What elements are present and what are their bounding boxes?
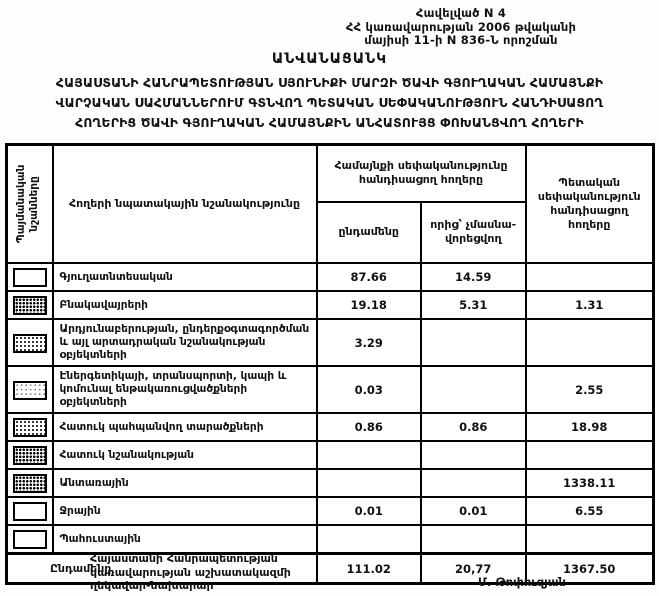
column-header-total: ընդամենը bbox=[317, 202, 422, 263]
nonprivatized-value bbox=[421, 525, 526, 554]
land-category-label: Բնակավայրերի bbox=[53, 291, 317, 319]
table-row bbox=[7, 319, 654, 366]
column-header-symbols bbox=[7, 145, 53, 264]
legend-swatch bbox=[13, 381, 47, 400]
community-total-value bbox=[317, 525, 422, 554]
table-row bbox=[7, 497, 654, 525]
annex-line-1: Հավելված N 4 bbox=[415, 6, 507, 20]
state-value: 6.55 bbox=[526, 497, 654, 525]
table-row bbox=[7, 291, 654, 319]
nonprivatized-value: 0.86 bbox=[421, 413, 526, 441]
legend-swatch bbox=[13, 530, 47, 549]
table-row bbox=[7, 525, 654, 554]
column-group-community: Համայնքի սեփականությունը հանդիսացող հողերը bbox=[317, 145, 526, 202]
signatory-line-3: ղեկավար-նախարար bbox=[90, 579, 214, 592]
land-category-label: Հատուկ պահպանվող տարածքների bbox=[53, 413, 317, 441]
community-total-value bbox=[317, 441, 422, 469]
annex-reference bbox=[281, 7, 641, 48]
column-header-symbols-label: Պայմանական նշանները bbox=[14, 164, 40, 244]
land-category-label: Էներգետիկայի, տրանսպորտի, կապի և կոմունալ ենթակառուցվածքների օբյեկտների bbox=[53, 366, 317, 413]
signature-name: Մ. Թոփուզյան bbox=[478, 575, 566, 589]
title-line-2: ՎԱՐՉԱԿԱՆ ՍԱՀՄԱՆՆԵՐՈՒՄ ԳՏՆՎՈՂ ՊԵՏԱԿԱՆ ՍԵՓԱԿԱՆՈՒԹՅՈՒՆ ՀԱՆԴԻՍԱՑՈՂ bbox=[55, 96, 604, 110]
state-value bbox=[526, 319, 654, 366]
legend-swatch-cell bbox=[7, 263, 53, 291]
total-row-label: Ընդամենը bbox=[7, 554, 317, 584]
community-total-value: 3.29 bbox=[317, 319, 422, 366]
state-value bbox=[526, 441, 654, 469]
signatory-line-1: Հայաստանի Հանրապետության bbox=[90, 552, 278, 565]
state-value bbox=[526, 263, 654, 291]
legend-swatch bbox=[13, 268, 47, 287]
nonprivatized-value: 0.01 bbox=[421, 497, 526, 525]
legend-swatch bbox=[13, 418, 47, 437]
table-row bbox=[7, 441, 654, 469]
community-total-value: 0.03 bbox=[317, 366, 422, 413]
legend-swatch bbox=[13, 296, 47, 315]
table-body bbox=[7, 263, 654, 554]
land-category-label: Ջրային bbox=[53, 497, 317, 525]
table-row bbox=[7, 469, 654, 497]
community-total-value: 87.66 bbox=[317, 263, 422, 291]
community-total-value: 0.01 bbox=[317, 497, 422, 525]
community-total-value bbox=[317, 469, 422, 497]
annex-line-2: ՀՀ կառավարության 2006 թվականի bbox=[345, 19, 577, 34]
nonprivatized-value: 5.31 bbox=[421, 291, 526, 319]
column-header-purpose: Հողերի նպատակային նշանակությունը bbox=[53, 145, 317, 264]
legend-swatch-cell bbox=[7, 441, 53, 469]
document-title bbox=[0, 51, 659, 133]
land-category-label: Գյուղատնտեսական bbox=[53, 263, 317, 291]
legend-swatch-cell bbox=[7, 525, 53, 554]
title-line-1: ՀԱՅԱՍՏԱՆԻ ՀԱՆՐԱՊԵՏՈՒԹՅԱՆ ՍՅՈՒՆԻՔԻ ՄԱՐԶԻ ԾԱՎԻ ԳՅՈՒՂԱԿԱՆ ՀԱՄԱՅՆՔԻ bbox=[55, 76, 604, 90]
nonprivatized-value: 14.59 bbox=[421, 263, 526, 291]
nonprivatized-value bbox=[421, 366, 526, 413]
total-nonprivatized-value: 20,77 bbox=[421, 554, 526, 584]
column-header-state: Պետական սեփականություն հանդիսացող հողերը bbox=[526, 145, 654, 264]
state-value: 1338.11 bbox=[526, 469, 654, 497]
land-category-label: Արդյունաբերության, ընդերքօգտագործման և այլ արտադրական նշանակության օբյեկտների bbox=[53, 319, 317, 366]
table-row bbox=[7, 413, 654, 441]
signatory-title-block bbox=[90, 552, 291, 593]
annex-line-3: մայիսի 11-ի N 836-Ն որոշման bbox=[364, 33, 558, 47]
community-total-value: 0.86 bbox=[317, 413, 422, 441]
nonprivatized-value bbox=[421, 469, 526, 497]
state-value bbox=[526, 525, 654, 554]
nonprivatized-value bbox=[421, 441, 526, 469]
table-row bbox=[7, 366, 654, 413]
legend-swatch-cell bbox=[7, 319, 53, 366]
legend-swatch bbox=[13, 474, 47, 493]
state-value: 18.98 bbox=[526, 413, 654, 441]
legend-swatch-cell bbox=[7, 291, 53, 319]
nonprivatized-value bbox=[421, 319, 526, 366]
land-transfer-table bbox=[5, 143, 655, 585]
legend-swatch bbox=[13, 502, 47, 521]
total-community-value: 111.02 bbox=[317, 554, 422, 584]
land-category-label: Պահուստային bbox=[53, 525, 317, 554]
legend-swatch-cell bbox=[7, 469, 53, 497]
legend-swatch-cell bbox=[7, 497, 53, 525]
land-category-label: Հատուկ նշանակության bbox=[53, 441, 317, 469]
state-value: 2.55 bbox=[526, 366, 654, 413]
community-total-value: 19.18 bbox=[317, 291, 422, 319]
legend-swatch-cell bbox=[7, 366, 53, 413]
column-header-nonprivatized: որից՝ չմասնա-վորեցվող bbox=[421, 202, 526, 263]
table-row bbox=[7, 263, 654, 291]
title-line-3: ՀՈՂԵՐԻՑ ԾԱՎԻ ԳՅՈՒՂԱԿԱՆ ՀԱՄԱՅՆՔԻՆ ԱՆՀԱՏՈՒՅՑ ՓՈԽԱՆՑՎՈՂ ՀՈՂԵՐԻ bbox=[75, 116, 584, 130]
legend-swatch-cell bbox=[7, 413, 53, 441]
land-category-label: Անտառային bbox=[53, 469, 317, 497]
total-state-value: 1367.50 bbox=[526, 554, 654, 584]
legend-swatch bbox=[13, 446, 47, 465]
state-value: 1.31 bbox=[526, 291, 654, 319]
table-header bbox=[7, 145, 654, 264]
title-heading: ԱՆՎԱՆԱՑԱՆԿ bbox=[271, 51, 388, 67]
legend-swatch bbox=[13, 334, 47, 353]
signatory-line-2: կառավարության աշխատակազմի bbox=[90, 565, 291, 579]
